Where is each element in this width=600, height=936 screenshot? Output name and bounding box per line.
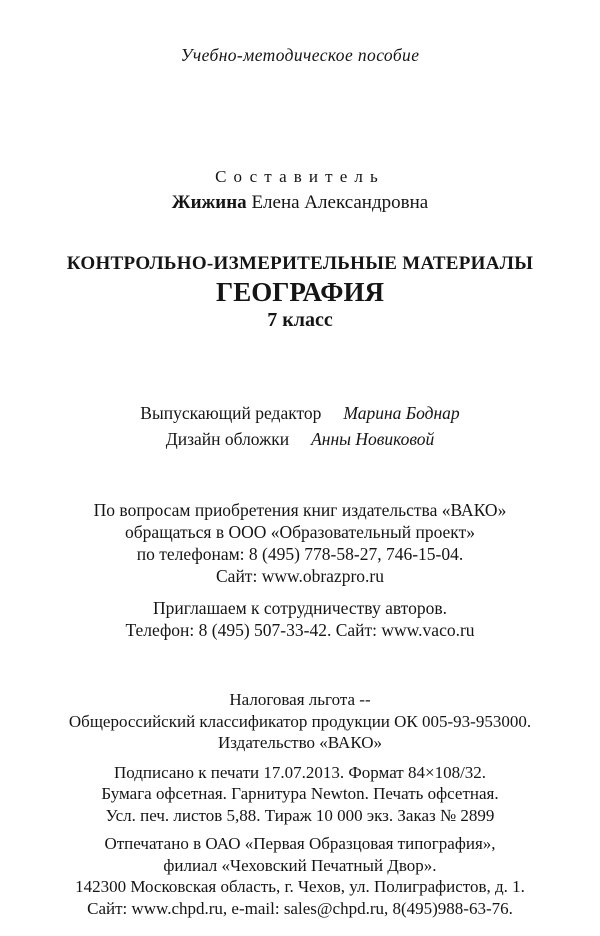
compiler-name bbox=[0, 190, 600, 216]
purchase-info-line: По вопросам приобретения книг издательства «ВАКО» bbox=[93, 500, 507, 520]
compiler-heading: Составитель bbox=[215, 167, 385, 186]
purchase-info-line: обращаться в ООО «Образовательный проект» bbox=[125, 522, 475, 542]
compiler-given-names: Елена Александровна bbox=[251, 192, 429, 213]
purchase-info-block bbox=[0, 499, 600, 587]
series-title: КОНТРОЛЬНО-ИЗМЕРИТЕЛЬНЫЕ МАТЕРИАЛЫ bbox=[66, 253, 534, 274]
credits-section bbox=[0, 400, 600, 452]
edition-type-label: Учебно-методическое пособие bbox=[180, 45, 420, 65]
print-details-line: Бумага офсетная. Гарнитура Newton. Печать офсетная. bbox=[101, 784, 499, 803]
credit-role: Выпускающий редактор bbox=[140, 403, 322, 423]
printing-house-line: 142300 Московская область, г. Чехов, ул. Полиграфистов, д. 1. bbox=[75, 877, 525, 896]
credit-line-cover-design bbox=[0, 426, 600, 452]
purchase-info-line: Сайт: www.obrazpro.ru bbox=[216, 566, 384, 586]
credit-role: Дизайн обложки bbox=[165, 429, 290, 449]
authors-invitation-block bbox=[0, 597, 600, 641]
tax-classifier-block bbox=[0, 689, 600, 754]
tax-classifier-line: Налоговая льгота -- bbox=[229, 690, 371, 709]
printing-house-block bbox=[0, 833, 600, 919]
printing-house-line: филиал «Чеховский Печатный Двор». bbox=[163, 855, 437, 875]
print-details-block bbox=[0, 762, 600, 827]
compiler-section bbox=[0, 166, 600, 216]
printing-house-line: Отпечатано в ОАО «Первая Образцовая типография», bbox=[104, 834, 496, 853]
compiler-surname: Жижина bbox=[171, 192, 247, 213]
credit-line-editor bbox=[0, 400, 600, 426]
authors-invitation-line: Телефон: 8 (495) 507-33-42. Сайт: www.vaco.ru bbox=[125, 620, 475, 640]
subject-title: ГЕОГРАФИЯ bbox=[216, 277, 384, 307]
tax-classifier-line: Издательство «ВАКО» bbox=[217, 733, 383, 752]
print-details-line: Подписано к печати 17.07.2013. Формат 84×108/32. bbox=[113, 762, 487, 782]
credit-person-name: Анны Новиковой bbox=[311, 429, 435, 449]
tax-classifier-line: Общероссийский классификатор продукции ОК 005-93-953000. bbox=[68, 711, 532, 731]
book-title-section bbox=[0, 252, 600, 332]
grade-label: 7 класс bbox=[267, 309, 333, 331]
print-details-line: Усл. печ. листов 5,88. Тираж 10 000 экз. Заказ № 2899 bbox=[105, 805, 495, 825]
printing-house-line: Сайт: www.chpd.ru, e-mail: sales@chpd.ru, 8(495)988-63-76. bbox=[87, 898, 513, 918]
authors-invitation-line: Приглашаем к сотрудничеству авторов. bbox=[153, 598, 447, 618]
purchase-info-line: по телефонам: 8 (495) 778-58-27, 746-15-04. bbox=[136, 544, 464, 564]
credit-person-name: Марина Боднар bbox=[343, 403, 460, 423]
